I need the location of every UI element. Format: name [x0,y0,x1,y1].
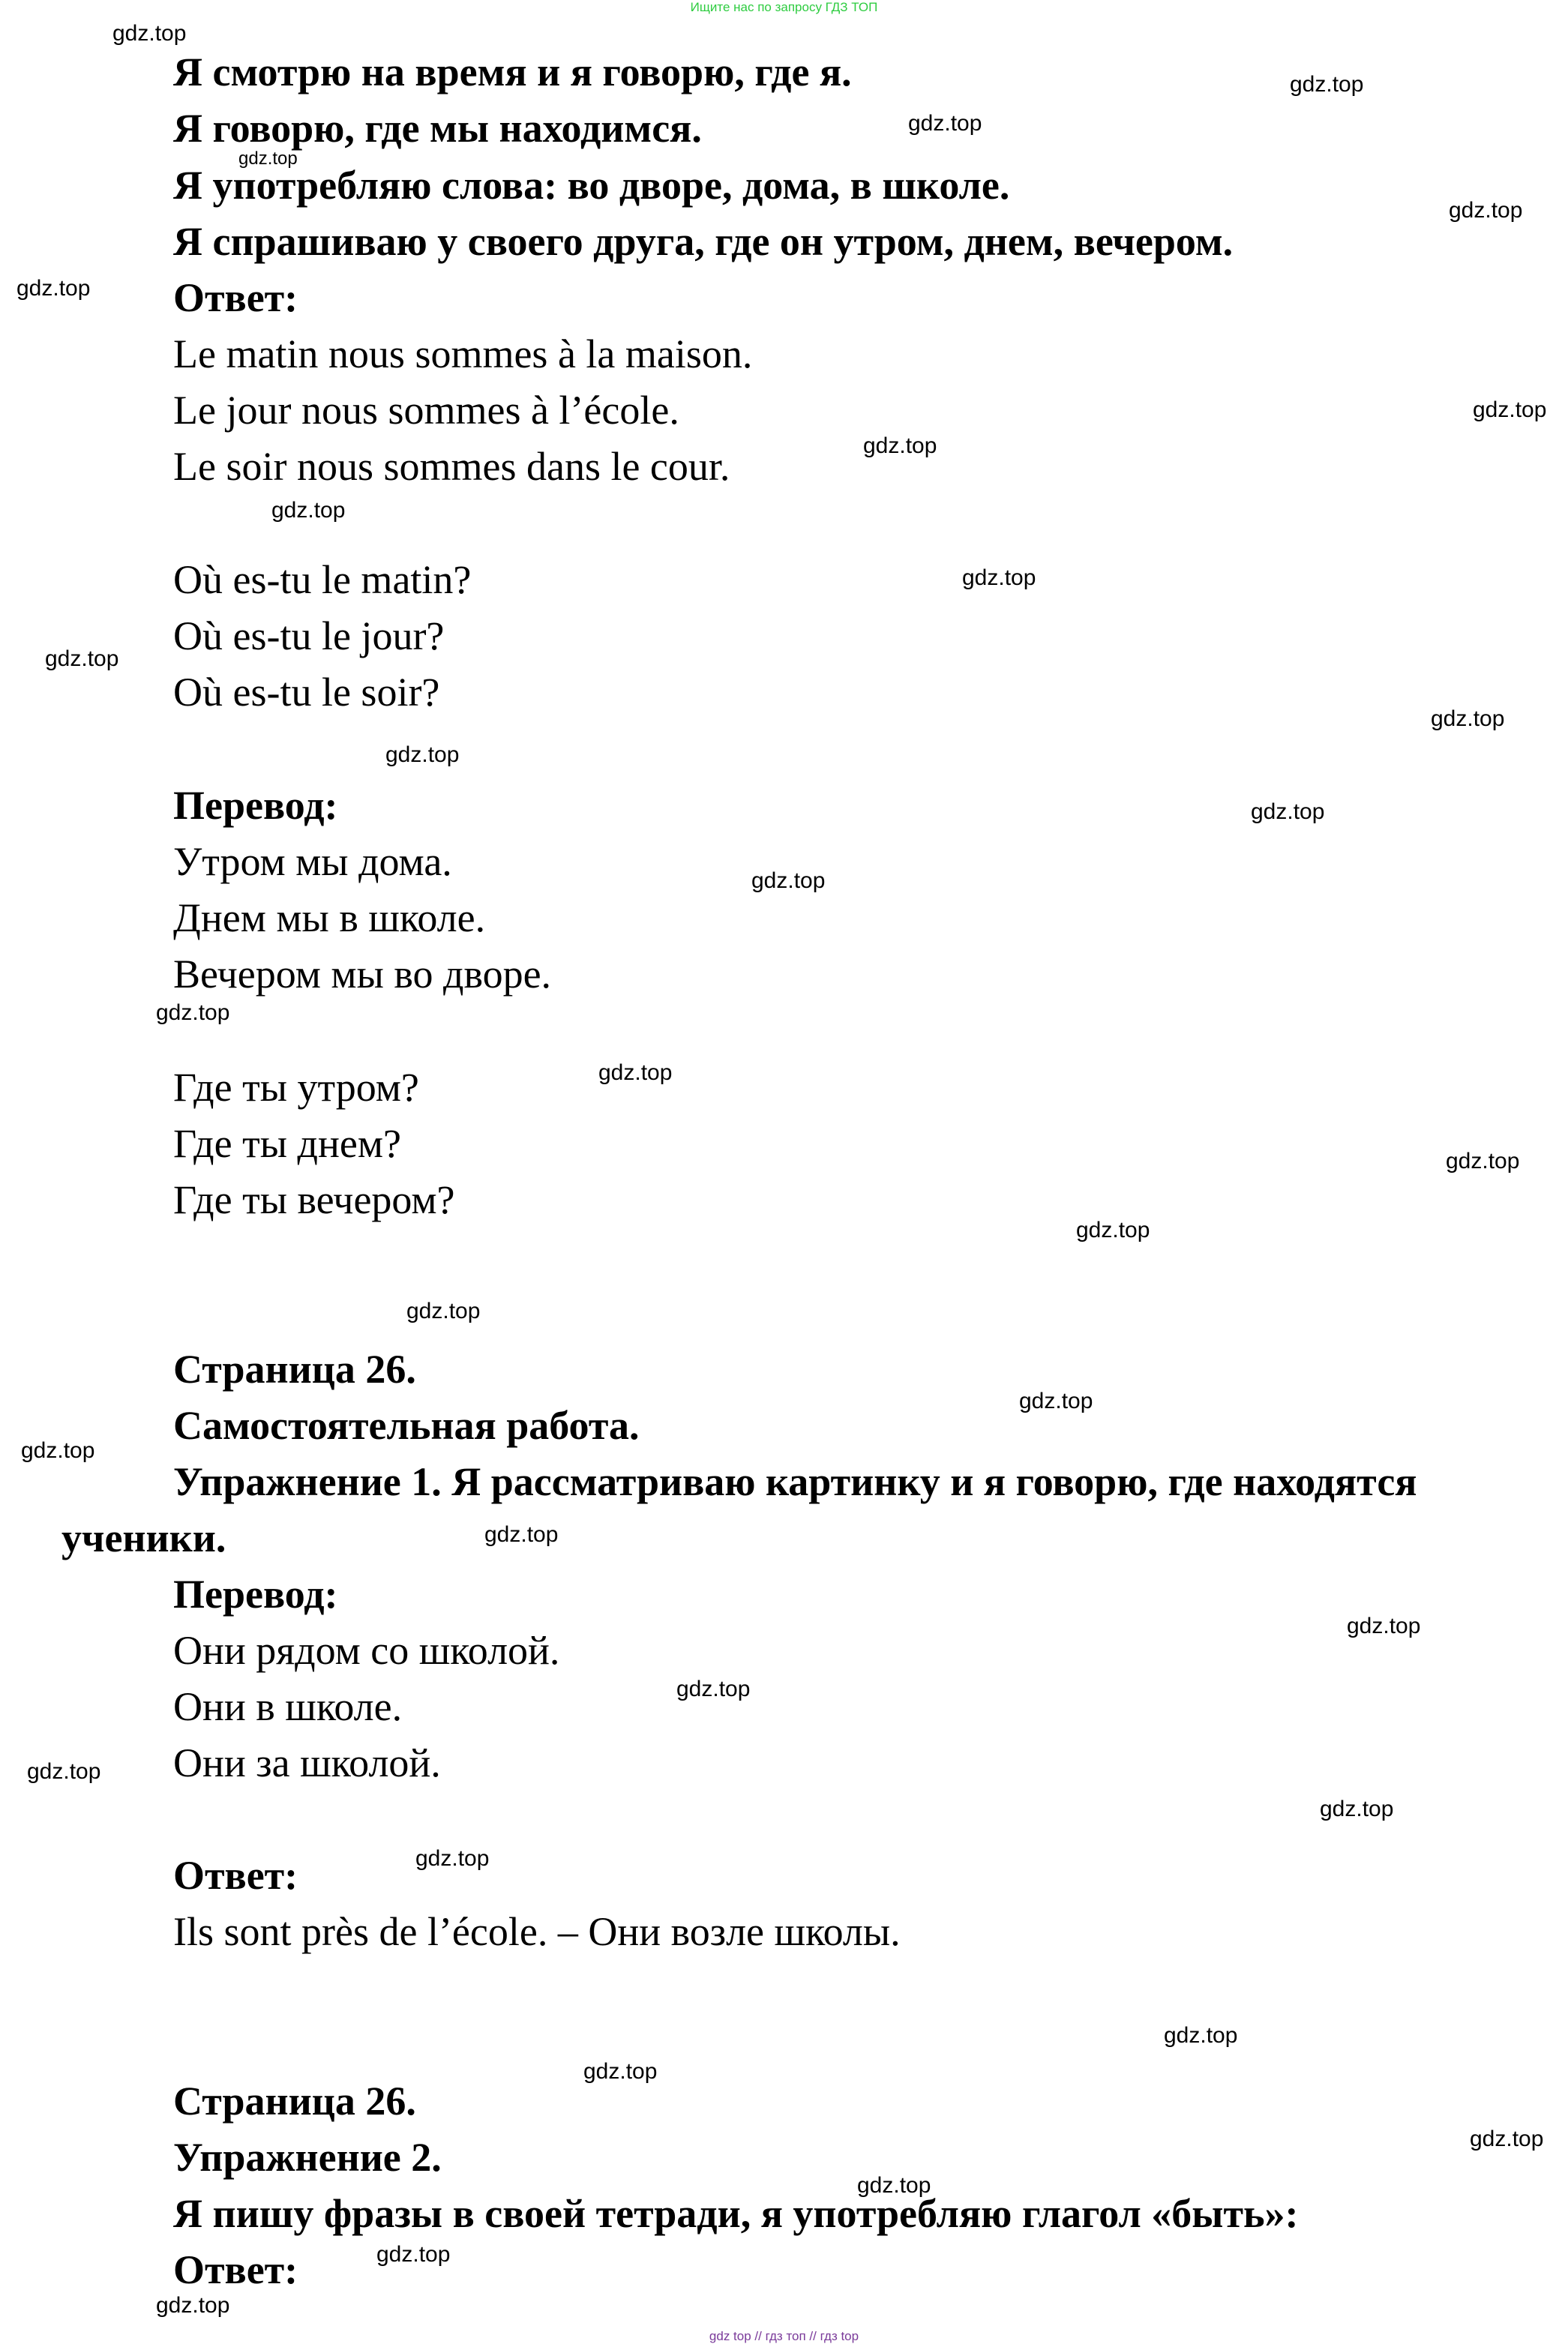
question-line-3: Où es-tu le soir? [173,670,440,715]
watermark: gdz.top [1290,72,1364,97]
watermark: gdz.top [583,2059,658,2084]
translation-label: Перевод: [173,1572,338,1617]
watermark: gdz.top [238,148,298,169]
answer-label: Ответ: [173,2247,298,2292]
watermark: gdz.top [908,111,982,136]
section-title: Самостоятельная работа. [173,1403,640,1448]
question-line-2: Où es-tu le jour? [173,613,445,658]
watermark: gdz.top [112,21,187,46]
watermark: gdz.top [406,1299,481,1323]
watermark: gdz.top [1473,397,1547,422]
watermark: gdz.top [1347,1614,1421,1638]
watermark: gdz.top [156,1000,230,1025]
watermark: gdz.top [1449,198,1523,223]
watermark: gdz.top [16,276,91,301]
watermark: gdz.top [751,868,826,893]
exercise-heading-line-1: Упражнение 1. Я рассматриваю картинку и я говорю, где находятся [173,1459,1417,1504]
answer-label: Ответ: [173,1853,298,1898]
task-line-4: Я спрашиваю у своего друга, где он утром, днем, вечером. [173,219,1234,264]
watermark: gdz.top [1431,706,1505,731]
task-line-2: Я говорю, где мы находимся. [173,106,702,151]
watermark: gdz.top [1019,1389,1093,1413]
watermark: gdz.top [484,1522,559,1547]
watermark: gdz.top [1320,1797,1394,1821]
watermark: gdz.top [21,1438,95,1463]
top-banner: Ищите нас по запросу ГДЗ ТОП [690,0,878,14]
answer-line-2: Le jour nous sommes à l’école. [173,388,679,433]
watermark: gdz.top [676,1677,751,1701]
watermark: gdz.top [962,565,1036,590]
answer-label: Ответ: [173,275,298,320]
watermark: gdz.top [156,2293,230,2318]
watermark: gdz.top [27,1759,101,1784]
translation-line-3: Вечером мы во дворе. [173,952,552,997]
exercise-heading: Упражнение 2. [173,2135,442,2180]
translation-line-2: Днем мы в школе. [173,895,486,940]
exercise-task: Я пишу фразы в своей тетради, я употребляю глагол «быть»: [173,2191,1299,2236]
watermark: gdz.top [598,1060,673,1085]
task-line-1: Я смотрю на время и я говорю, где я. [173,49,852,94]
translation-line-1: Они рядом со школой. [173,1628,560,1673]
watermark: gdz.top [863,433,937,458]
watermark: gdz.top [45,646,119,671]
task-line-3: Я употребляю слова: во дворе, дома, в школе. [173,163,1010,208]
translation-question-1: Где ты утром? [173,1065,419,1110]
translation-question-2: Где ты днем? [173,1121,401,1166]
answer-line-3: Le soir nous sommes dans le cour. [173,444,730,489]
translation-line-1: Утром мы дома. [173,839,452,884]
answer-line: Ils sont près de l’école. – Они возле школы. [173,1909,901,1954]
watermark: gdz.top [376,2242,451,2267]
page-heading: Страница 26. [173,1347,416,1392]
translation-question-3: Где ты вечером? [173,1177,455,1222]
exercise-heading-line-2: ученики. [61,1515,226,1560]
question-line-1: Où es-tu le matin? [173,557,472,602]
bottom-banner: gdz top // гдз топ // гдз top [709,2329,859,2343]
page-heading: Страница 26. [173,2079,416,2124]
watermark: gdz.top [1251,799,1325,824]
watermark: gdz.top [857,2173,931,2198]
watermark: gdz.top [1446,1149,1520,1174]
translation-label: Перевод: [173,783,338,828]
watermark: gdz.top [415,1846,490,1871]
watermark: gdz.top [385,742,460,767]
watermark: gdz.top [1470,2127,1544,2151]
translation-line-2: Они в школе. [173,1684,403,1729]
translation-line-3: Они за школой. [173,1740,441,1785]
watermark: gdz.top [1076,1218,1150,1242]
answer-line-1: Le matin nous sommes à la maison. [173,331,753,376]
watermark: gdz.top [1164,2023,1238,2048]
watermark: gdz.top [271,498,346,523]
